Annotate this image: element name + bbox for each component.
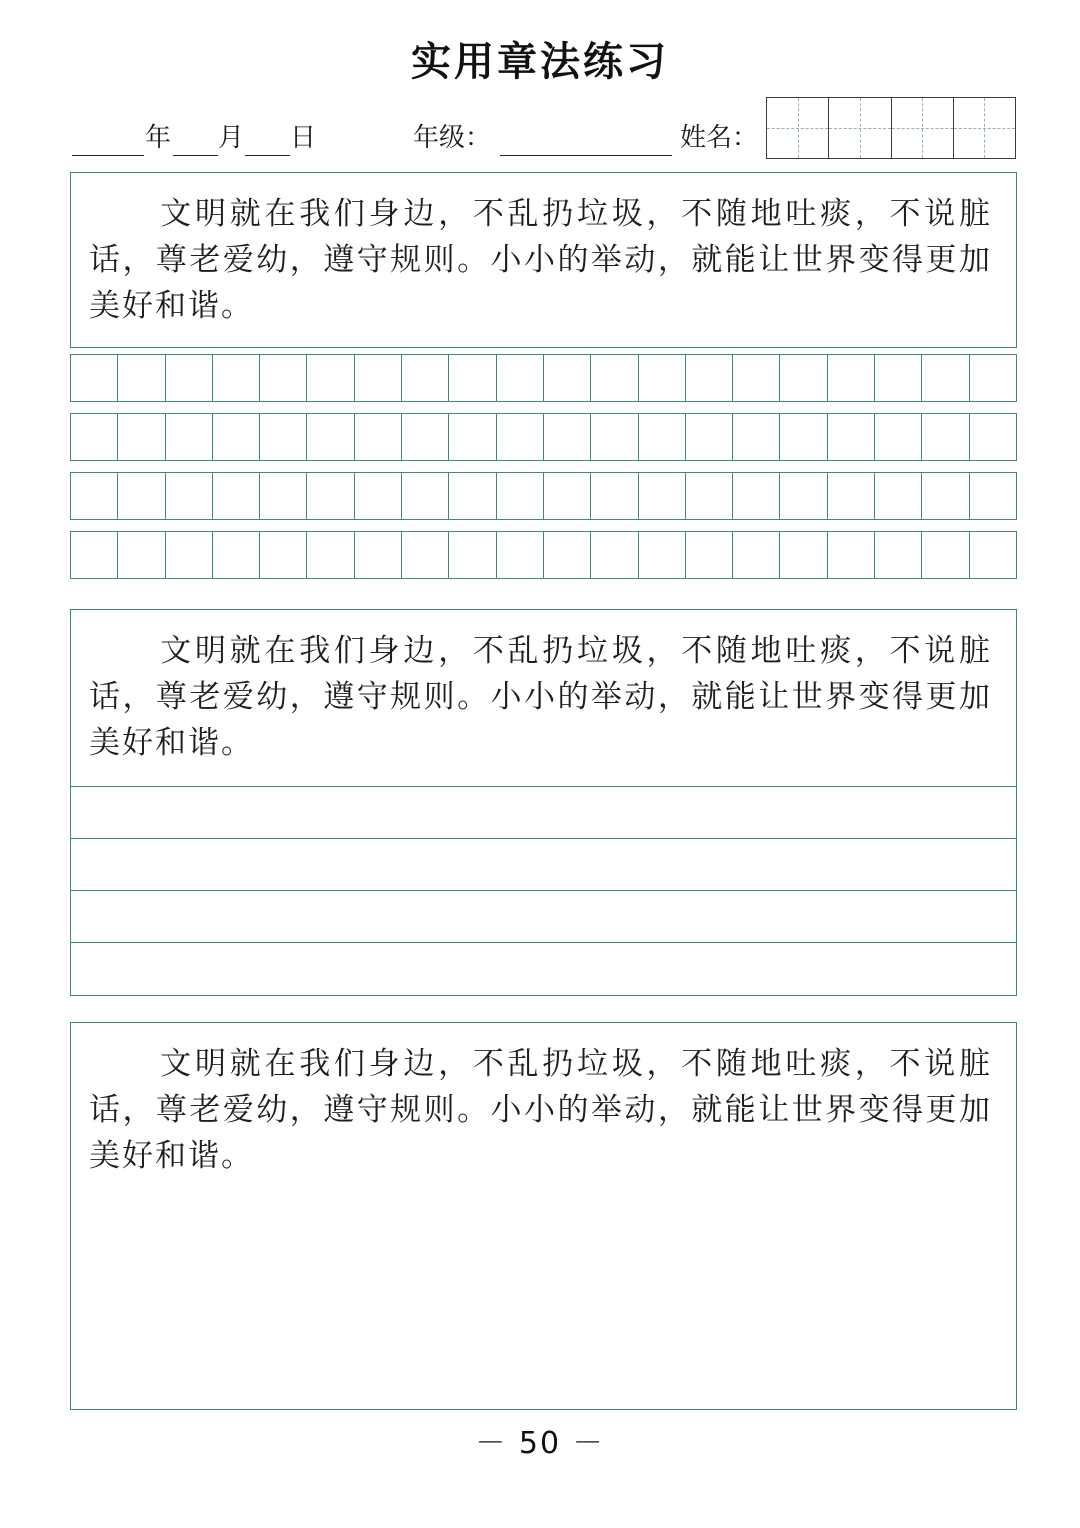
day-blank[interactable]	[245, 155, 290, 156]
page-number: － 50 －	[475, 1426, 605, 1461]
grid-cell[interactable]	[780, 355, 827, 401]
writing-line[interactable]	[71, 838, 1016, 890]
grid-cell[interactable]	[875, 532, 922, 578]
grid-row[interactable]	[70, 531, 1017, 579]
passage-text-2: 文明就在我们身边，不乱扔垃圾，不随地吐痰，不说脏话，尊老爱幼，遵守规则。小小的举动，就能让世界变得更加美好和谐。	[89, 633, 992, 761]
grid-cell[interactable]	[402, 414, 449, 460]
grid-cell[interactable]	[307, 532, 354, 578]
grid-cell[interactable]	[639, 473, 686, 519]
name-grid[interactable]	[766, 97, 1016, 159]
grid-cell[interactable]	[591, 473, 638, 519]
grid-cell[interactable]	[922, 414, 969, 460]
grid-cell[interactable]	[780, 532, 827, 578]
grid-cell[interactable]	[355, 355, 402, 401]
passage-box-1	[70, 172, 1017, 348]
grid-cell[interactable]	[828, 414, 875, 460]
year-label: 年	[145, 123, 172, 153]
grid-cell[interactable]	[591, 355, 638, 401]
ruled-lines-box[interactable]	[70, 786, 1017, 996]
grid-cell[interactable]	[544, 473, 591, 519]
grid-cell[interactable]	[355, 532, 402, 578]
grid-cell[interactable]	[449, 473, 496, 519]
grid-cell[interactable]	[260, 355, 307, 401]
grid-cell[interactable]	[544, 355, 591, 401]
grid-cell[interactable]	[166, 473, 213, 519]
grid-cell[interactable]	[260, 532, 307, 578]
grid-row[interactable]	[70, 354, 1017, 402]
grid-cell[interactable]	[544, 414, 591, 460]
grid-cell[interactable]	[686, 414, 733, 460]
grid-cell[interactable]	[970, 473, 1016, 519]
grid-cell[interactable]	[639, 355, 686, 401]
name-grid-cell[interactable]	[892, 98, 954, 158]
passage-text-3: 文明就在我们身边，不乱扔垃圾，不随地吐痰，不说脏话，尊老爱幼，遵守规则。小小的举动，就能让世界变得更加美好和谐。	[89, 1046, 992, 1174]
passage-box-3[interactable]	[70, 1022, 1017, 1410]
page-title: 实用章法练习	[411, 39, 669, 85]
grid-cell[interactable]	[402, 532, 449, 578]
grid-cell[interactable]	[875, 414, 922, 460]
month-blank[interactable]	[173, 155, 218, 156]
grid-cell[interactable]	[733, 532, 780, 578]
grid-cell[interactable]	[355, 414, 402, 460]
passage-box-2	[70, 609, 1017, 787]
grid-cell[interactable]	[497, 532, 544, 578]
grid-cell[interactable]	[71, 414, 118, 460]
grid-cell[interactable]	[780, 473, 827, 519]
grid-cell[interactable]	[71, 355, 118, 401]
grid-cell[interactable]	[449, 355, 496, 401]
grid-cell[interactable]	[970, 414, 1016, 460]
grid-cell[interactable]	[118, 414, 165, 460]
writing-line[interactable]	[71, 942, 1016, 994]
grid-cell[interactable]	[686, 532, 733, 578]
writing-line[interactable]	[71, 890, 1016, 942]
grid-cell[interactable]	[828, 473, 875, 519]
grid-cell[interactable]	[166, 355, 213, 401]
grid-cell[interactable]	[733, 355, 780, 401]
writing-line[interactable]	[71, 786, 1016, 838]
grid-cell[interactable]	[449, 532, 496, 578]
name-grid-cell[interactable]	[954, 98, 1015, 158]
grid-cell[interactable]	[970, 355, 1016, 401]
grid-cell[interactable]	[497, 473, 544, 519]
grid-cell[interactable]	[402, 473, 449, 519]
grid-cell[interactable]	[875, 473, 922, 519]
grid-cell[interactable]	[307, 414, 354, 460]
grid-cell[interactable]	[591, 532, 638, 578]
grid-cell[interactable]	[497, 414, 544, 460]
grid-row[interactable]	[70, 472, 1017, 520]
grade-blank[interactable]	[500, 155, 672, 156]
grid-cell[interactable]	[213, 532, 260, 578]
grid-cell[interactable]	[497, 355, 544, 401]
name-grid-cell[interactable]	[767, 98, 829, 158]
grid-cell[interactable]	[639, 532, 686, 578]
grid-cell[interactable]	[213, 414, 260, 460]
grid-cell[interactable]	[118, 473, 165, 519]
grid-cell[interactable]	[828, 355, 875, 401]
month-label: 月	[218, 123, 245, 153]
name-grid-cell[interactable]	[829, 98, 891, 158]
passage-text-1: 文明就在我们身边，不乱扔垃圾，不随地吐痰，不说脏话，尊老爱幼，遵守规则。小小的举动，就能让世界变得更加美好和谐。	[89, 196, 992, 324]
grid-row[interactable]	[70, 413, 1017, 461]
grid-cell[interactable]	[639, 414, 686, 460]
grid-cell[interactable]	[780, 414, 827, 460]
day-label: 日	[290, 123, 317, 153]
grid-cell[interactable]	[213, 355, 260, 401]
grid-cell[interactable]	[686, 473, 733, 519]
grid-cell[interactable]	[166, 532, 213, 578]
grid-cell[interactable]	[213, 473, 260, 519]
grid-cell[interactable]	[544, 532, 591, 578]
grid-cell[interactable]	[118, 355, 165, 401]
grid-cell[interactable]	[118, 532, 165, 578]
grid-cell[interactable]	[355, 473, 402, 519]
grid-cell[interactable]	[922, 473, 969, 519]
grid-cell[interactable]	[733, 414, 780, 460]
grid-cell[interactable]	[875, 355, 922, 401]
grid-cell[interactable]	[686, 355, 733, 401]
grid-cell[interactable]	[307, 355, 354, 401]
grid-cell[interactable]	[71, 473, 118, 519]
grid-cell[interactable]	[71, 532, 118, 578]
grid-cell[interactable]	[307, 473, 354, 519]
name-label: 姓名：	[680, 123, 759, 153]
grid-cell[interactable]	[922, 355, 969, 401]
grid-cell[interactable]	[402, 355, 449, 401]
grid-cell[interactable]	[591, 414, 638, 460]
grade-label: 年级：	[413, 123, 492, 153]
grid-cell[interactable]	[260, 473, 307, 519]
grid-cell[interactable]	[828, 532, 875, 578]
year-blank[interactable]	[72, 155, 144, 156]
grid-cell[interactable]	[260, 414, 307, 460]
grid-cell[interactable]	[970, 532, 1016, 578]
grid-cell[interactable]	[733, 473, 780, 519]
grid-cell[interactable]	[449, 414, 496, 460]
grid-cell[interactable]	[166, 414, 213, 460]
grid-cell[interactable]	[922, 532, 969, 578]
